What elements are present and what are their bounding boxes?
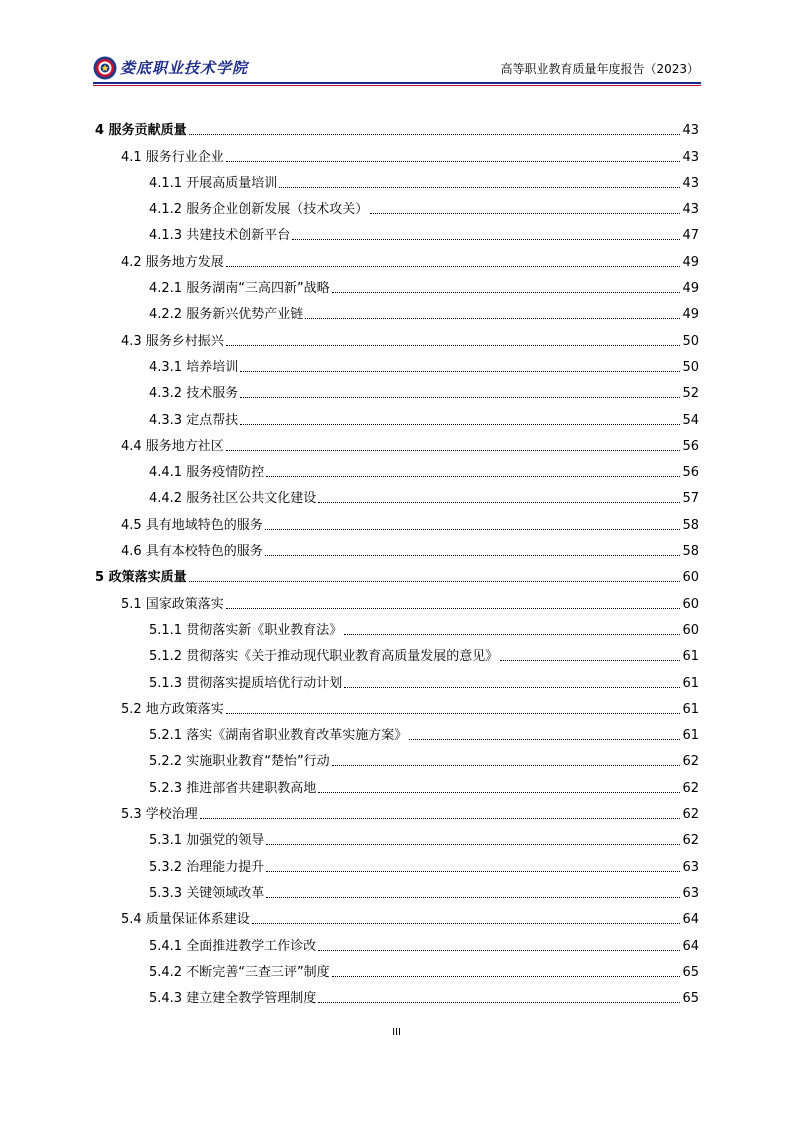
- toc-entry-page: 60: [682, 570, 699, 586]
- toc-entry[interactable]: [95, 326, 699, 352]
- toc-entry-page: 60: [682, 596, 699, 612]
- toc-entry-page: 49: [682, 281, 699, 297]
- toc-entry-title: 4.3 服务乡村振兴: [121, 333, 224, 349]
- toc-entry-title: 5.4.3 建立建全教学管理制度: [149, 991, 317, 1007]
- toc-entry-page: 63: [682, 885, 699, 901]
- toc-entry-title: 5.4 质量保证体系建设: [121, 912, 250, 928]
- toc-dot-leader: [265, 555, 681, 556]
- toc-entry-title: 4.2.2 服务新兴优势产业链: [149, 307, 304, 323]
- toc-entry-title: 5.2.3 推进部省共建职教高地: [149, 780, 317, 796]
- toc-entry-page: 43: [682, 202, 699, 218]
- toc-entry[interactable]: [95, 642, 699, 668]
- toc-dot-leader: [500, 660, 680, 661]
- toc-dot-leader: [409, 739, 680, 740]
- toc-entry[interactable]: [95, 379, 699, 405]
- toc-entry[interactable]: [95, 247, 699, 273]
- toc-entry-title: 5.2 地方政策落实: [121, 701, 224, 717]
- toc-entry[interactable]: [95, 116, 699, 142]
- toc-entry[interactable]: [95, 879, 699, 905]
- toc-entry-title: 5.2.1 落实《湖南省职业教育改革实施方案》: [149, 728, 408, 744]
- toc-entry[interactable]: [95, 773, 699, 799]
- toc-entry-title: 5.2.2 实施职业教育“楚怡”行动: [149, 754, 330, 770]
- school-emblem-icon: [93, 56, 117, 80]
- toc-entry-title: 4.3.3 定点帮扶: [149, 412, 239, 428]
- toc-entry[interactable]: [95, 300, 699, 326]
- toc-entry[interactable]: [95, 695, 699, 721]
- toc-entry[interactable]: [95, 195, 699, 221]
- toc-dot-leader: [240, 397, 680, 398]
- toc-entry-page: 50: [682, 333, 699, 349]
- toc-dot-leader: [226, 608, 681, 609]
- table-of-contents: [95, 116, 699, 1010]
- toc-dot-leader: [292, 239, 680, 240]
- toc-entry-title: 5.3 学校治理: [121, 807, 198, 823]
- toc-entry[interactable]: [95, 432, 699, 458]
- toc-entry[interactable]: [95, 589, 699, 615]
- toc-entry[interactable]: [95, 510, 699, 536]
- toc-entry-title: 4.2.1 服务湖南“三高四新”战略: [149, 281, 330, 297]
- toc-entry-page: 56: [682, 438, 699, 454]
- toc-entry-title: 5.1.2 贯彻落实《关于推动现代职业教育高质量发展的意见》: [149, 649, 499, 665]
- header-rule-accent: [93, 85, 701, 86]
- toc-dot-leader: [189, 134, 681, 135]
- toc-entry-title: 4.4.1 服务疫情防控: [149, 465, 265, 481]
- toc-dot-leader: [344, 687, 680, 688]
- toc-entry[interactable]: [95, 274, 699, 300]
- toc-dot-leader: [189, 581, 681, 582]
- toc-dot-leader: [332, 292, 681, 293]
- toc-entry-title: 5.4.2 不断完善“三查三评”制度: [149, 964, 330, 980]
- toc-entry[interactable]: [95, 169, 699, 195]
- toc-entry-page: 58: [682, 544, 699, 560]
- toc-dot-leader: [226, 161, 681, 162]
- toc-entry-page: 64: [682, 912, 699, 928]
- toc-dot-leader: [318, 950, 680, 951]
- toc-entry-page: 58: [682, 517, 699, 533]
- toc-entry-title: 5.3.3 关键领域改革: [149, 885, 265, 901]
- toc-dot-leader: [266, 897, 680, 898]
- toc-entry[interactable]: [95, 931, 699, 957]
- toc-dot-leader: [318, 502, 680, 503]
- toc-dot-leader: [226, 345, 681, 346]
- toc-dot-leader: [200, 818, 681, 819]
- toc-entry-page: 43: [682, 123, 699, 139]
- toc-entry-title: 5.1 国家政策落实: [121, 596, 224, 612]
- toc-entry-page: 57: [682, 491, 699, 507]
- toc-entry-page: 62: [682, 754, 699, 770]
- toc-entry-page: 49: [682, 254, 699, 270]
- toc-entry-page: 61: [682, 675, 699, 691]
- toc-dot-leader: [240, 424, 680, 425]
- toc-dot-leader: [226, 450, 681, 451]
- toc-entry-title: 5.1.1 贯彻落实新《职业教育法》: [149, 622, 343, 638]
- toc-entry-page: 65: [682, 991, 699, 1007]
- toc-entry-title: 4.4 服务地方社区: [121, 438, 224, 454]
- toc-entry-page: 65: [682, 964, 699, 980]
- toc-dot-leader: [226, 713, 681, 714]
- toc-entry-title: 4.1.1 开展高质量培训: [149, 175, 278, 191]
- toc-dot-leader: [305, 318, 680, 319]
- toc-entry-title: 4.4.2 服务社区公共文化建设: [149, 491, 317, 507]
- toc-entry-page: 62: [682, 807, 699, 823]
- toc-entry-page: 63: [682, 859, 699, 875]
- toc-dot-leader: [370, 213, 680, 214]
- page-number: III: [392, 1027, 401, 1038]
- toc-entry[interactable]: [95, 484, 699, 510]
- toc-dot-leader: [332, 976, 681, 977]
- toc-entry-title: 5.1.3 贯彻落实提质培优行动计划: [149, 675, 343, 691]
- toc-entry-page: 62: [682, 780, 699, 796]
- toc-entry-title: 4 服务贡献质量: [95, 123, 187, 139]
- toc-entry[interactable]: [95, 800, 699, 826]
- toc-entry-page: 61: [682, 701, 699, 717]
- toc-entry-title: 4.1.3 共建技术创新平台: [149, 228, 291, 244]
- toc-entry[interactable]: [95, 353, 699, 379]
- toc-entry[interactable]: [95, 958, 699, 984]
- toc-entry[interactable]: [95, 537, 699, 563]
- toc-dot-leader: [226, 266, 681, 267]
- toc-entry[interactable]: [95, 405, 699, 431]
- toc-dot-leader: [265, 529, 681, 530]
- toc-entry[interactable]: [95, 458, 699, 484]
- toc-entry[interactable]: [95, 826, 699, 852]
- toc-entry[interactable]: [95, 984, 699, 1010]
- toc-entry[interactable]: [95, 221, 699, 247]
- toc-entry-page: 50: [682, 359, 699, 375]
- toc-entry-page: 61: [682, 649, 699, 665]
- page-header: [93, 54, 701, 86]
- toc-entry-page: 52: [682, 386, 699, 402]
- report-title: 高等职业教育质量年度报告（2023）: [500, 62, 699, 76]
- school-name: 娄底职业技术学院: [120, 59, 249, 77]
- toc-entry[interactable]: [95, 142, 699, 168]
- toc-entry-page: 43: [682, 149, 699, 165]
- toc-entry-title: 4.1 服务行业企业: [121, 149, 224, 165]
- toc-dot-leader: [252, 923, 681, 924]
- toc-entry-page: 64: [682, 938, 699, 954]
- toc-entry[interactable]: [95, 905, 699, 931]
- toc-entry-page: 54: [682, 412, 699, 428]
- toc-entry-title: 4.3.2 技术服务: [149, 386, 239, 402]
- header-rule: [93, 82, 701, 84]
- toc-dot-leader: [266, 844, 680, 845]
- toc-entry-page: 61: [682, 728, 699, 744]
- toc-entry-page: 60: [682, 622, 699, 638]
- toc-entry-page: 43: [682, 175, 699, 191]
- toc-dot-leader: [344, 634, 680, 635]
- toc-entry[interactable]: [95, 747, 699, 773]
- toc-dot-leader: [318, 792, 680, 793]
- toc-dot-leader: [266, 871, 680, 872]
- toc-entry-page: 47: [682, 228, 699, 244]
- toc-entry-title: 4.2 服务地方发展: [121, 254, 224, 270]
- toc-entry[interactable]: [95, 721, 699, 747]
- toc-dot-leader: [266, 476, 680, 477]
- toc-entry-title: 4.5 具有地域特色的服务: [121, 517, 263, 533]
- toc-entry-title: 5.3.1 加强党的领导: [149, 833, 265, 849]
- toc-entry[interactable]: [95, 852, 699, 878]
- toc-entry-title: 5.4.1 全面推进教学工作诊改: [149, 938, 317, 954]
- toc-entry-page: 56: [682, 465, 699, 481]
- toc-entry-page: 49: [682, 307, 699, 323]
- toc-entry-title: 5 政策落实质量: [95, 570, 187, 586]
- toc-entry[interactable]: [95, 616, 699, 642]
- toc-entry-title: 5.3.2 治理能力提升: [149, 859, 265, 875]
- toc-dot-leader: [318, 1002, 680, 1003]
- toc-dot-leader: [240, 371, 680, 372]
- toc-dot-leader: [279, 187, 680, 188]
- toc-entry-title: 4.6 具有本校特色的服务: [121, 544, 263, 560]
- toc-entry-page: 62: [682, 833, 699, 849]
- toc-entry-title: 4.3.1 培养培训: [149, 359, 239, 375]
- toc-entry[interactable]: [95, 563, 699, 589]
- toc-entry-title: 4.1.2 服务企业创新发展（技术攻关）: [149, 202, 369, 218]
- toc-entry[interactable]: [95, 668, 699, 694]
- toc-dot-leader: [332, 765, 681, 766]
